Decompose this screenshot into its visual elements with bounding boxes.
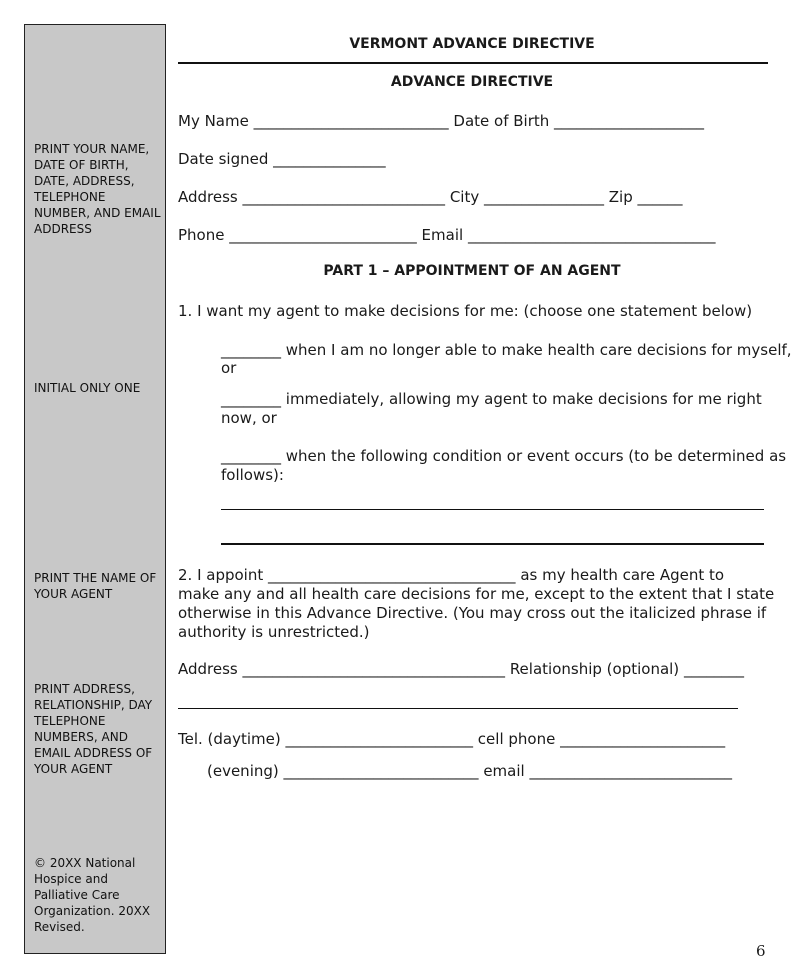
- option-1-text: when I am no longer able to make health care decisions for myself,: [285, 341, 792, 359]
- option-1-continuation: or: [221, 359, 237, 377]
- title-rule: [178, 62, 768, 64]
- my-name-field[interactable]: [178, 112, 704, 130]
- email-blank[interactable]: _________________________________: [467, 226, 716, 244]
- condition-line-1[interactable]: [221, 509, 764, 510]
- dob-label: Date of Birth: [453, 112, 550, 130]
- zip-label: Zip: [608, 188, 633, 206]
- option-3-continuation: follows):: [221, 466, 284, 484]
- agent-name-blank[interactable]: _________________________________: [268, 566, 516, 584]
- address-blank[interactable]: ___________________________: [242, 188, 446, 206]
- option-1: [221, 341, 792, 359]
- option-2-continuation: now, or: [221, 409, 277, 427]
- date-signed-label: Date signed: [178, 150, 269, 168]
- document-title: VERMONT ADVANCE DIRECTIVE: [349, 36, 595, 52]
- question-2-line-3: otherwise in this Advance Directive. (You may cross out the italicized phrase if: [178, 604, 767, 622]
- question-1: 1. I want my agent to make decisions for me: (choose one statement below): [178, 302, 753, 320]
- my-name-blank[interactable]: __________________________: [253, 112, 449, 130]
- agent-address-field[interactable]: [178, 660, 744, 678]
- document-subtitle: ADVANCE DIRECTIVE: [390, 74, 554, 90]
- agent-address-label: Address: [178, 660, 238, 678]
- email-label: Email: [421, 226, 464, 244]
- option-2-text: immediately, allowing my agent to make decisions for me right: [285, 390, 762, 408]
- agent-address-blank[interactable]: ___________________________________: [242, 660, 506, 678]
- evening-blank[interactable]: __________________________: [283, 762, 479, 780]
- cell-phone-label: cell phone: [477, 730, 556, 748]
- cell-phone-blank[interactable]: ______________________: [560, 730, 726, 748]
- condition-line-2[interactable]: [221, 543, 764, 545]
- instructions-sidebar: [24, 24, 166, 954]
- part1-heading: PART 1 – APPOINTMENT OF AN AGENT: [323, 263, 621, 279]
- page-number: 6: [756, 942, 766, 960]
- question-2-line-1: [178, 566, 724, 584]
- date-signed-field[interactable]: [178, 150, 386, 168]
- question-2-line-4: authority is unrestricted.): [178, 623, 370, 641]
- option-1-initial-blank[interactable]: ________: [221, 341, 281, 359]
- option-3-text: when the following condition or event occurs (to be determined as: [285, 447, 787, 465]
- question-2-line-2: make any and all health care decisions for me, except to the extent that I state: [178, 585, 775, 603]
- question-2-suffix: as my health care Agent to: [520, 566, 725, 584]
- zip-blank[interactable]: ______: [637, 188, 683, 206]
- address-field[interactable]: [178, 188, 683, 206]
- my-name-label: My Name: [178, 112, 249, 130]
- sidebar-note-agent-name: PRINT THE NAME OF YOUR AGENT: [34, 571, 157, 601]
- option-3: [221, 447, 786, 465]
- copyright-notice: © 20XX National Hospice and Palliative Care Organization. 20XX Revised.: [34, 856, 151, 934]
- sidebar-note-initial-only: INITIAL ONLY ONE: [34, 381, 141, 395]
- evening-label: (evening): [207, 762, 279, 780]
- question-2-prefix: 2. I appoint: [178, 566, 264, 584]
- agent-daytime-phone-field[interactable]: [178, 730, 725, 748]
- city-blank[interactable]: ________________: [484, 188, 604, 206]
- sidebar-note-agent-address: PRINT ADDRESS, RELATIONSHIP, DAY TELEPHONE NUMBERS, AND EMAIL ADDRESS OF YOUR AGENT: [34, 682, 153, 776]
- relationship-label: Relationship (optional): [509, 660, 680, 678]
- relationship-blank[interactable]: ________: [683, 660, 744, 678]
- tel-daytime-blank[interactable]: _________________________: [285, 730, 474, 748]
- tel-daytime-label: Tel. (daytime): [178, 730, 281, 748]
- option-3-initial-blank[interactable]: ________: [221, 447, 281, 465]
- phone-blank[interactable]: _________________________: [229, 226, 417, 244]
- sidebar-note-print-info: PRINT YOUR NAME, DATE OF BIRTH, DATE, ADDRESS, TELEPHONE NUMBER, AND EMAIL ADDRESS: [34, 142, 161, 236]
- agent-evening-phone-field[interactable]: [207, 762, 732, 780]
- dob-blank[interactable]: ____________________: [554, 112, 705, 130]
- city-label: City: [449, 188, 480, 206]
- option-2: [221, 390, 762, 408]
- agent-address-line-2[interactable]: [178, 708, 738, 709]
- agent-email-blank[interactable]: ___________________________: [529, 762, 732, 780]
- phone-label: Phone: [178, 226, 225, 244]
- date-signed-blank[interactable]: _______________: [273, 150, 386, 168]
- agent-email-label: email: [483, 762, 525, 780]
- option-2-initial-blank[interactable]: ________: [221, 390, 281, 408]
- address-label: Address: [178, 188, 238, 206]
- phone-email-field[interactable]: [178, 226, 715, 244]
